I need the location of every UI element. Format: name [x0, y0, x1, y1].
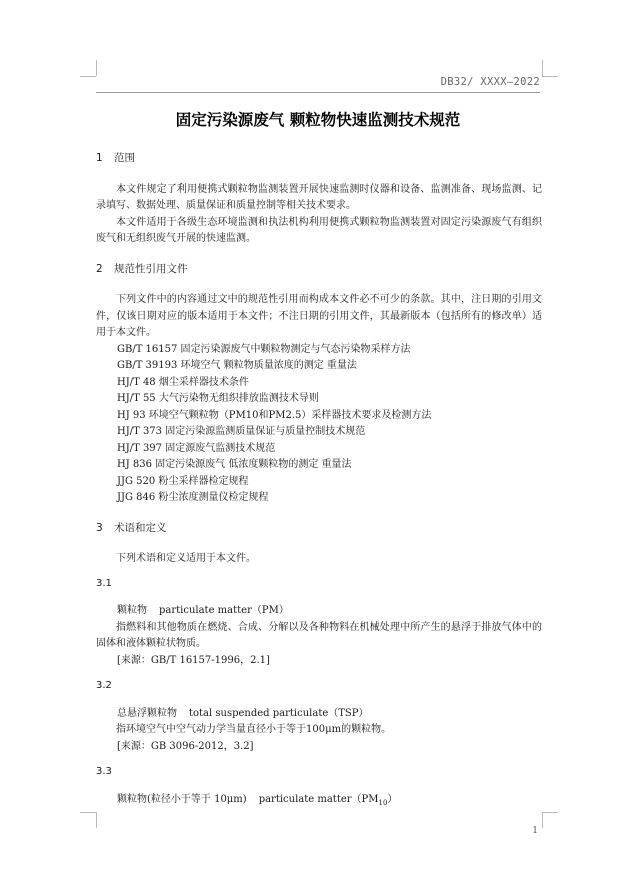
- term-chinese: 总悬浮颗粒物: [117, 707, 177, 719]
- section-title: 范围: [114, 152, 135, 164]
- term-entry: [96, 603, 542, 620]
- reference-item: HJ 93 环境空气颗粒物（PM10和PM2.5）采样器技术要求及检测方法: [117, 409, 432, 421]
- section-number: 3: [96, 521, 103, 534]
- section-number: 1: [96, 152, 103, 164]
- section-title: 术语和定义: [114, 521, 167, 534]
- section-heading-scope: [96, 150, 542, 167]
- crop-mark-top-right-v: [542, 60, 543, 76]
- crop-mark-bottom-right-h: [542, 812, 558, 813]
- term-entry: [96, 706, 542, 723]
- term-english-subscript: 10: [378, 798, 388, 807]
- crop-mark-bottom-left-v: [96, 812, 97, 828]
- section-title: 规范性引用文件: [114, 262, 188, 275]
- term-source: [来源：GB 3096-2012，3.2]: [117, 740, 254, 752]
- reference-item: HJ 836 固定污染源废气 低浓度颗粒物的测定 重量法: [117, 459, 352, 470]
- term-definition: 指燃料和其他物质在燃烧、合成、分解以及各种物料在机械处理中所产生的悬浮于排放气体中的固体和液体颗粒状物质。: [96, 621, 542, 649]
- term-definition: 指环境空气中空气动力学当量直径小于等于100μm的颗粒物。: [116, 724, 392, 735]
- header-rule: [96, 92, 540, 93]
- term-english-end: ）: [387, 793, 398, 805]
- crop-mark-top-right-h: [542, 76, 558, 77]
- term-entry: [96, 792, 542, 812]
- term-english: particulate matter（PM）: [159, 605, 289, 616]
- crop-mark-bottom-right-v: [542, 812, 543, 828]
- reference-item: HJ/T 397 固定源废气监测技术规范: [117, 442, 276, 454]
- reference-item: HJ/T 373 固定污染源监测质量保证与质量控制技术规范: [117, 426, 366, 437]
- reference-item: HJ/T 48 烟尘采样器技术条件: [117, 376, 249, 388]
- reference-item: GB/T 39193 环境空气 颗粒物质量浓度的测定 重量法: [117, 360, 357, 371]
- scope-paragraph-2: 本文件适用于各级生态环境监测和执法机构利用便携式颗粒物监测装置对固定污染源废气有组织废气和无组织废气开展的快速监测。: [96, 216, 542, 244]
- crop-mark-top-left-h: [80, 76, 96, 77]
- document-title: 固定污染源废气 颗粒物快速监测技术规范: [175, 111, 461, 129]
- standard-code: DB32/ XXXX—2022: [440, 76, 540, 88]
- reference-item: GB/T 16157 固定污染源废气中颗粒物测定与气态污染物采样方法: [117, 343, 411, 355]
- crop-mark-bottom-left-h: [80, 812, 96, 813]
- reference-item: JJG 846 粉尘浓度测量仪检定规程: [117, 492, 269, 503]
- document-body: [96, 150, 542, 811]
- section-number: 2: [96, 262, 103, 275]
- section-heading-normative-references: [96, 261, 542, 278]
- reference-item: JJG 520 粉尘采样器检定规程: [117, 475, 249, 487]
- term-source: [来源：GB/T 16157-1996，2.1]: [117, 654, 270, 666]
- term-chinese: 颗粒物(粒径小于等于 10μm): [117, 793, 247, 805]
- term-english-main: particulate matter（PM: [258, 793, 379, 805]
- reference-list: [96, 342, 542, 507]
- terms-intro: 下列术语和定义适用于本文件。: [116, 553, 256, 564]
- term-number: 3.1: [96, 577, 112, 589]
- term-english: [259, 794, 398, 805]
- scope-paragraph-1: 本文件规定了利用便携式颗粒物监测装置开展快速监测时仪器和设备、监测准备、现场监测、记录填写、数据处理、质量保证和质量控制等相关技术要求。: [96, 183, 542, 211]
- references-intro: 下列文件中的内容通过文中的规范性引用而构成本文件必不可少的条款。其中，注日期的引用文件，仅该日期对应的版本适用于本文件；不注日期的引用文件，其最新版本（包括所有的修改单）适用于本文件。: [96, 294, 542, 338]
- reference-item: HJ/T 55 大气污染物无组织排放监测技术导则: [117, 393, 319, 404]
- term-number: 3.3: [96, 766, 112, 777]
- term-english: total suspended particulate（TSP）: [189, 707, 369, 719]
- section-heading-terms-definitions: [96, 520, 542, 537]
- crop-mark-top-left-v: [96, 60, 97, 76]
- page-number: 1: [532, 826, 538, 836]
- term-number: 3.2: [96, 680, 112, 691]
- term-chinese: 颗粒物: [117, 605, 147, 616]
